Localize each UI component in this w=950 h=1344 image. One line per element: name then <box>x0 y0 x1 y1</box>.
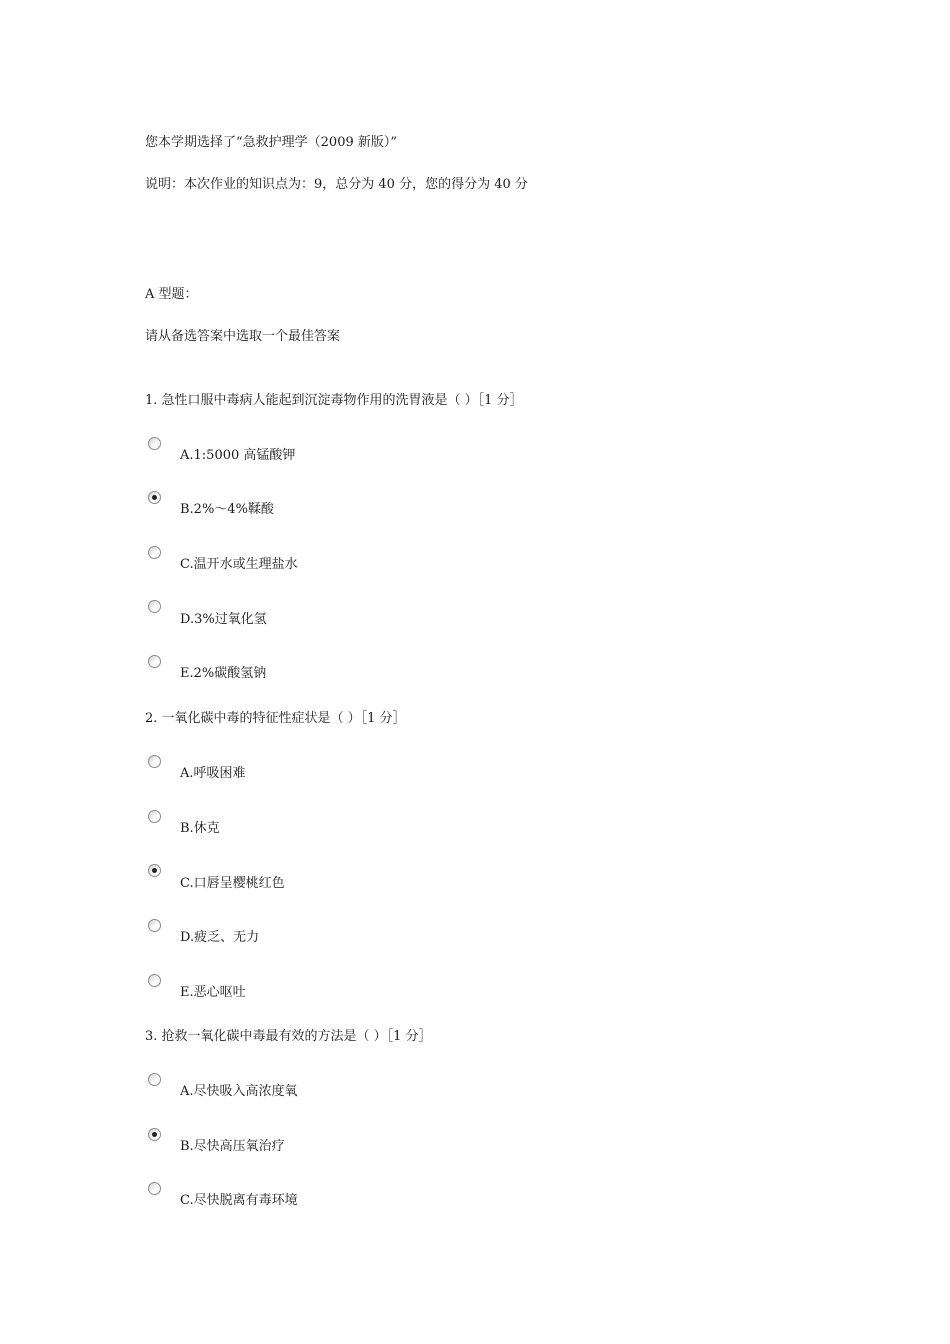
question-3-option-b-radio[interactable] <box>148 1128 161 1141</box>
question-2-option-b-label[interactable]: B.休克 <box>180 821 220 836</box>
question-1-option-e-label[interactable]: E.2%碳酸氢钠 <box>180 666 267 681</box>
question-1-option-a-radio[interactable] <box>148 437 161 450</box>
course-line: 您本学期选择了“急救护理学（2009 新版）” <box>145 135 398 150</box>
score-line: 说明：本次作业的知识点为：9，总分为 40 分，您的得分为 40 分 <box>145 177 528 192</box>
question-2-option-a-label[interactable]: A.呼吸困难 <box>180 766 246 781</box>
question-2-option-a-radio[interactable] <box>148 755 161 768</box>
question-1-option-e-radio[interactable] <box>148 655 161 668</box>
question-1-text: 1. 急性口服中毒病人能起到沉淀毒物作用的洗胃液是（ ）［1 分］ <box>145 393 523 408</box>
question-1-option-c-radio[interactable] <box>148 546 161 559</box>
question-1-option-a-label[interactable]: A.1:5000 高锰酸钾 <box>180 448 296 463</box>
question-3-option-c-radio[interactable] <box>148 1182 161 1195</box>
question-1-option-c-label[interactable]: C.温开水或生理盐水 <box>180 557 298 572</box>
section-type-label: A 型题： <box>145 287 198 302</box>
question-3-option-b-label[interactable]: B.尽快高压氧治疗 <box>180 1139 285 1154</box>
question-1-option-d-label[interactable]: D.3%过氧化氢 <box>180 612 267 627</box>
question-2-text: 2. 一氧化碳中毒的特征性症状是（ ）［1 分］ <box>145 711 406 726</box>
question-2-option-e-label[interactable]: E.恶心呕吐 <box>180 985 246 1000</box>
question-2-option-d-radio[interactable] <box>148 919 161 932</box>
question-3-option-c-label[interactable]: C.尽快脱离有毒环境 <box>180 1193 298 1208</box>
question-2-option-c-radio[interactable] <box>148 864 161 877</box>
question-1-option-d-radio[interactable] <box>148 600 161 613</box>
question-1-option-b-radio[interactable] <box>148 491 161 504</box>
question-2-option-b-radio[interactable] <box>148 810 161 823</box>
question-2-option-d-label[interactable]: D.疲乏、无力 <box>180 930 260 945</box>
question-3-text: 3. 抢救一氧化碳中毒最有效的方法是（ ）［1 分］ <box>145 1029 432 1044</box>
question-3-option-a-label[interactable]: A.尽快吸入高浓度氧 <box>180 1084 298 1099</box>
question-3-option-a-radio[interactable] <box>148 1073 161 1086</box>
question-2-option-e-radio[interactable] <box>148 974 161 987</box>
question-1-option-b-label[interactable]: B.2%～4%鞣酸 <box>180 502 274 517</box>
section-instruction: 请从备选答案中选取一个最佳答案 <box>145 329 341 344</box>
question-2-option-c-label[interactable]: C.口唇呈樱桃红色 <box>180 876 285 891</box>
